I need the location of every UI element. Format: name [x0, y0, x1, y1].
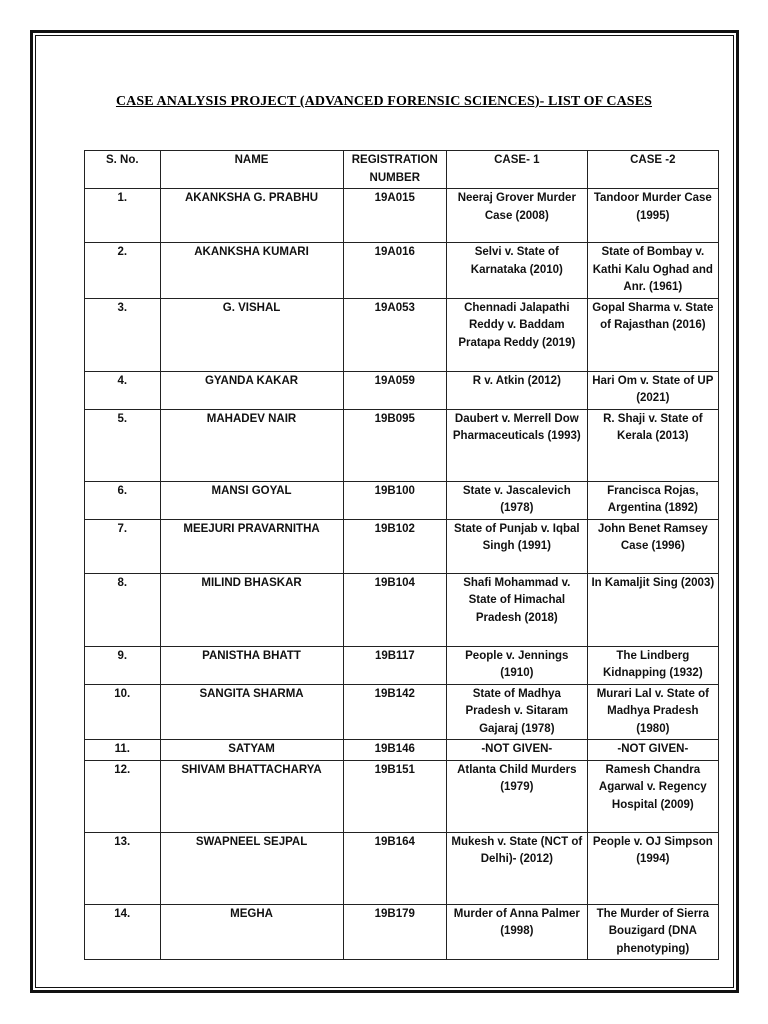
cell-registration-number: 19A053 — [343, 298, 446, 371]
cell-case-2: People v. OJ Simpson (1994) — [587, 832, 718, 904]
cases-table — [84, 150, 719, 960]
cell-sno: 4. — [85, 371, 161, 409]
cell-case-1: Neeraj Grover Murder Case (2008) — [446, 189, 587, 243]
cell-name: SHIVAM BHATTACHARYA — [160, 760, 343, 832]
cell-name: SWAPNEEL SEJPAL — [160, 832, 343, 904]
table-row — [85, 684, 719, 740]
table-row — [85, 298, 719, 371]
cell-registration-number: 19B104 — [343, 573, 446, 646]
cell-registration-number: 19B164 — [343, 832, 446, 904]
cell-sno: 1. — [85, 189, 161, 243]
cell-sno: 6. — [85, 481, 161, 519]
header-registration-number: REGISTRATION NUMBER — [343, 151, 446, 189]
table-row — [85, 243, 719, 299]
cell-case-2: Francisca Rojas, Argentina (1892) — [587, 481, 718, 519]
cell-sno: 8. — [85, 573, 161, 646]
cell-name: AKANKSHA KUMARI — [160, 243, 343, 299]
cell-registration-number: 19A015 — [343, 189, 446, 243]
cell-case-2: Ramesh Chandra Agarwal v. Regency Hospital (2009) — [587, 760, 718, 832]
table-row — [85, 481, 719, 519]
cell-case-1: People v. Jennings (1910) — [446, 646, 587, 684]
cell-sno: 5. — [85, 409, 161, 481]
cell-case-1: State v. Jascalevich (1978) — [446, 481, 587, 519]
cell-case-2: Hari Om v. State of UP (2021) — [587, 371, 718, 409]
cell-case-1: -NOT GIVEN- — [446, 740, 587, 761]
table-row — [85, 189, 719, 243]
table-row — [85, 409, 719, 481]
cell-registration-number: 19B095 — [343, 409, 446, 481]
cell-name: MEEJURI PRAVARNITHA — [160, 519, 343, 573]
cell-case-2: State of Bombay v. Kathi Kalu Oghad and Anr. (1961) — [587, 243, 718, 299]
cell-case-1: R v. Atkin (2012) — [446, 371, 587, 409]
cell-case-2: Tandoor Murder Case (1995) — [587, 189, 718, 243]
table-row — [85, 904, 719, 960]
cell-sno: 11. — [85, 740, 161, 761]
cell-registration-number: 19B117 — [343, 646, 446, 684]
cell-registration-number: 19B151 — [343, 760, 446, 832]
cell-case-1: Chennadi Jalapathi Reddy v. Baddam Pratapa Reddy (2019) — [446, 298, 587, 371]
cell-name: MILIND BHASKAR — [160, 573, 343, 646]
table-row — [85, 740, 719, 761]
cell-case-1: Shafi Mohammad v. State of Himachal Pradesh (2018) — [446, 573, 587, 646]
cell-case-1: Murder of Anna Palmer (1998) — [446, 904, 587, 960]
cell-sno: 12. — [85, 760, 161, 832]
table-row — [85, 832, 719, 904]
header-sno: S. No. — [85, 151, 161, 189]
cell-registration-number: 19B179 — [343, 904, 446, 960]
cell-case-1: State of Punjab v. Iqbal Singh (1991) — [446, 519, 587, 573]
cell-sno: 13. — [85, 832, 161, 904]
cell-case-1: Mukesh v. State (NCT of Delhi)- (2012) — [446, 832, 587, 904]
header-case-1: CASE- 1 — [446, 151, 587, 189]
cell-case-2: R. Shaji v. State of Kerala (2013) — [587, 409, 718, 481]
table-row — [85, 519, 719, 573]
cell-case-1: Selvi v. State of Karnataka (2010) — [446, 243, 587, 299]
table-header-row — [85, 151, 719, 189]
cell-name: SANGITA SHARMA — [160, 684, 343, 740]
cell-name: SATYAM — [160, 740, 343, 761]
cell-case-2: Gopal Sharma v. State of Rajasthan (2016) — [587, 298, 718, 371]
cell-case-1: State of Madhya Pradesh v. Sitaram Gajaraj (1978) — [446, 684, 587, 740]
cell-registration-number: 19B102 — [343, 519, 446, 573]
cell-case-2: Murari Lal v. State of Madhya Pradesh (1980) — [587, 684, 718, 740]
cell-registration-number: 19A016 — [343, 243, 446, 299]
cell-case-2: The Murder of Sierra Bouzigard (DNA phenotyping) — [587, 904, 718, 960]
cell-name: MANSI GOYAL — [160, 481, 343, 519]
cell-registration-number: 19B146 — [343, 740, 446, 761]
table-row — [85, 573, 719, 646]
cell-sno: 14. — [85, 904, 161, 960]
cell-case-2: -NOT GIVEN- — [587, 740, 718, 761]
cell-registration-number: 19B100 — [343, 481, 446, 519]
cell-sno: 10. — [85, 684, 161, 740]
cell-sno: 2. — [85, 243, 161, 299]
table-row — [85, 371, 719, 409]
cell-case-2: John Benet Ramsey Case (1996) — [587, 519, 718, 573]
cell-case-1: Daubert v. Merrell Dow Pharmaceuticals (1993) — [446, 409, 587, 481]
cell-name: PANISTHA BHATT — [160, 646, 343, 684]
header-case-2: CASE -2 — [587, 151, 718, 189]
cell-sno: 7. — [85, 519, 161, 573]
cell-name: G. VISHAL — [160, 298, 343, 371]
cell-sno: 9. — [85, 646, 161, 684]
cell-case-1: Atlanta Child Murders (1979) — [446, 760, 587, 832]
cell-name: MEGHA — [160, 904, 343, 960]
table-row — [85, 646, 719, 684]
cell-name: MAHADEV NAIR — [160, 409, 343, 481]
cell-registration-number: 19A059 — [343, 371, 446, 409]
cell-case-2: The Lindberg Kidnapping (1932) — [587, 646, 718, 684]
cell-name: AKANKSHA G. PRABHU — [160, 189, 343, 243]
document-title: CASE ANALYSIS PROJECT (ADVANCED FORENSIC SCIENCES)- LIST OF CASES — [115, 94, 653, 109]
header-name: NAME — [160, 151, 343, 189]
cell-registration-number: 19B142 — [343, 684, 446, 740]
table-row — [85, 760, 719, 832]
cell-case-2: In Kamaljit Sing (2003) — [587, 573, 718, 646]
cell-name: GYANDA KAKAR — [160, 371, 343, 409]
cell-sno: 3. — [85, 298, 161, 371]
